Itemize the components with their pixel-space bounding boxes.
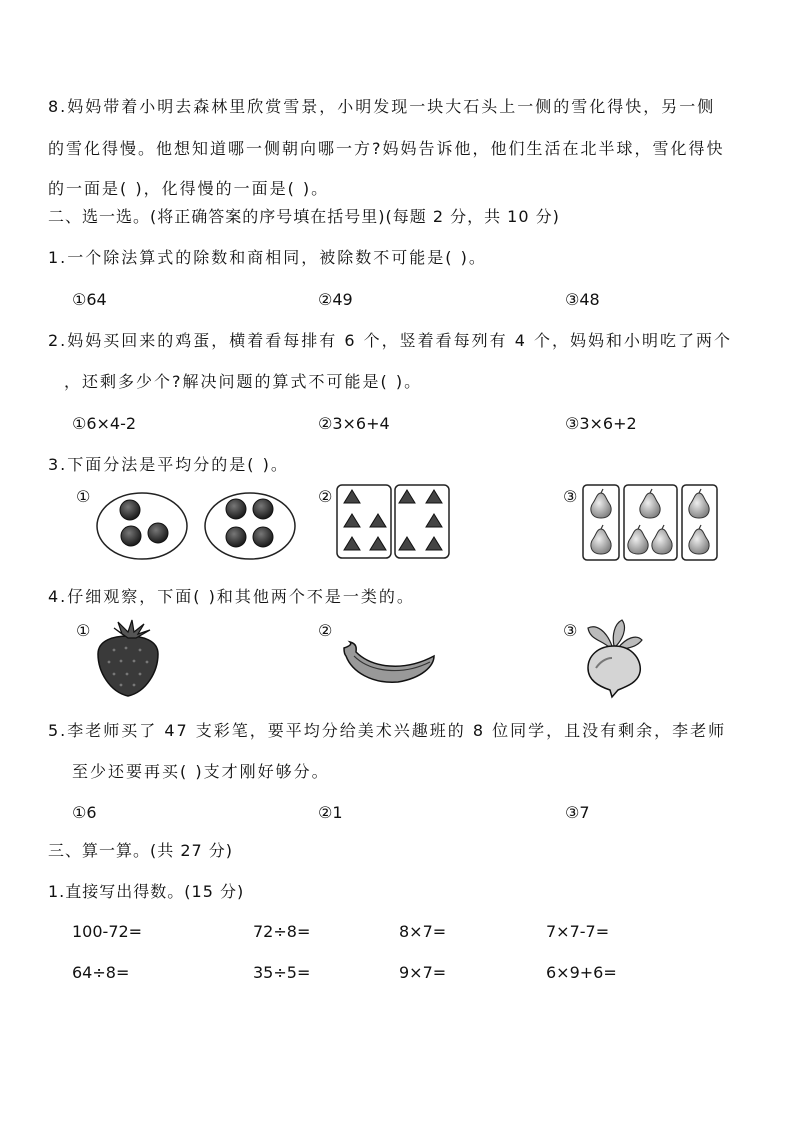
s2-q4-text: 4.仔细观察，下面( )和其他两个不是一类的。 (48, 587, 415, 606)
s2-q5-option-2: ②1 (318, 803, 343, 822)
calc-8: 6×9+6= (546, 963, 617, 982)
s2-q5-option-1: ①6 (72, 803, 97, 822)
s2-q2-option-1: ①6×4-2 (72, 414, 137, 433)
s2-q4-marker-1: ① (76, 621, 91, 640)
calc-2: 72÷8= (253, 922, 311, 941)
s2-q1-option-2: ②49 (318, 290, 353, 309)
s2-q1-text: 1.一个除法算式的除数和商相同，被除数不可能是( )。 (48, 248, 487, 267)
q8-line1: 8.妈妈带着小明去森林里欣赏雪景，小明发现一块大石头上一侧的雪化得快，另一侧 (48, 97, 716, 116)
banana-picture (342, 640, 438, 684)
q8-line2: 的雪化得慢。他想知道哪一侧朝向哪一方?妈妈告诉他，他们生活在北半球，雪化得快 (48, 139, 725, 158)
q8-line3: 的一面是( )，化得慢的一面是( )。 (48, 179, 330, 198)
s2-q5-line2: 至少还要再买( )支才刚好够分。 (72, 762, 330, 781)
calc-1: 100-72= (72, 922, 143, 941)
s2-q2-line2: ，还剩多少个?解决问题的算式不可能是( )。 (64, 372, 423, 391)
s2-q3-marker-2: ② (318, 487, 333, 506)
radish-picture (582, 618, 646, 698)
s2-q2-option-3: ③3×6+2 (565, 414, 637, 433)
calc-6: 35÷5= (253, 963, 311, 982)
s2-q5-line1: 5.李老师买了 47 支彩笔，要平均分给美术兴趣班的 8 位同学，且没有剩余，李老师 (48, 721, 727, 740)
calc-4: 7×7-7= (546, 922, 610, 941)
s2-q3-text: 3.下面分法是平均分的是( )。 (48, 455, 289, 474)
s2-q4-marker-2: ② (318, 621, 333, 640)
s2-q1-option-3: ③48 (565, 290, 600, 309)
s2-q2-option-2: ②3×6+4 (318, 414, 390, 433)
triangles-in-boxes-picture (336, 484, 450, 560)
pears-in-boxes-picture (582, 484, 718, 562)
s2-q2-line1: 2.妈妈买回来的鸡蛋，横着看每排有 6 个，竖着看每列有 4 个，妈妈和小明吃了两个 (48, 331, 732, 350)
oranges-in-circles-picture (96, 488, 296, 564)
s3-q1-text: 1.直接写出得数。(15 分) (48, 882, 245, 901)
s2-q3-marker-1: ① (76, 487, 91, 506)
section2-title: 二、选一选。(将正确答案的序号填在括号里)(每题 2 分，共 10 分) (48, 207, 560, 226)
section3-title: 三、算一算。(共 27 分) (48, 841, 234, 860)
s2-q3-marker-3: ③ (563, 487, 578, 506)
calc-7: 9×7= (399, 963, 447, 982)
strawberry-picture (96, 620, 160, 698)
s2-q5-option-3: ③7 (565, 803, 590, 822)
s2-q1-option-1: ①64 (72, 290, 107, 309)
calc-5: 64÷8= (72, 963, 130, 982)
calc-3: 8×7= (399, 922, 447, 941)
s2-q4-marker-3: ③ (563, 621, 578, 640)
